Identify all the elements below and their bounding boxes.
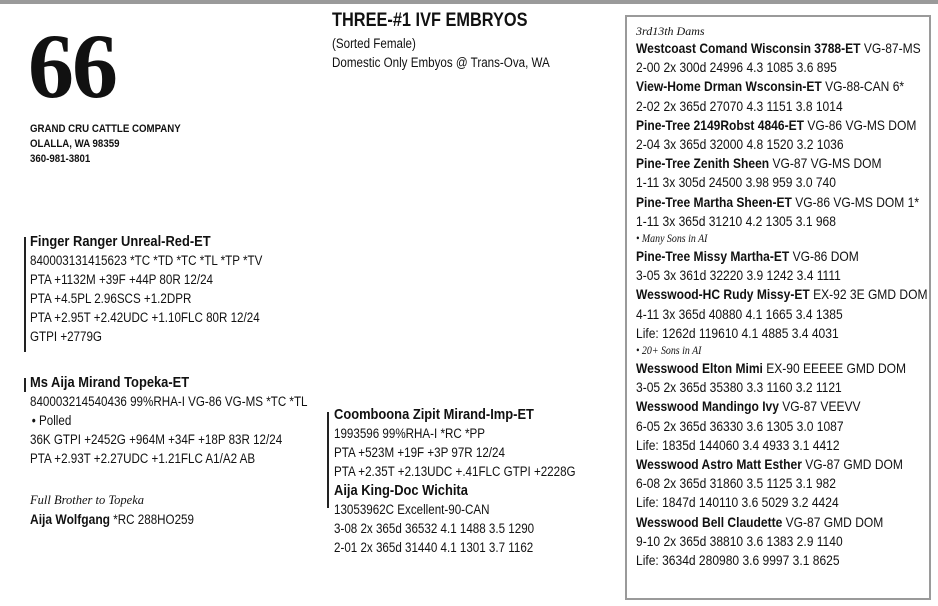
dam-entry-name [636,193,927,212]
mgs-block [334,405,615,557]
dam-note: • 20+ Sons in AI [636,345,702,358]
consignor-phone: 360-981-3801 [30,153,91,165]
offering-location: Domestic Only Embyos @ Trans-Ova, WA [332,55,550,70]
brother-block [30,492,221,529]
dam-entry-name [636,116,927,135]
sire-line: PTA +2.95T +2.42UDC +1.10FLC 80R 12/24 [30,310,260,325]
mgs-line: 1993596 99%RHA-I *RC *PP [334,426,486,441]
dam-name: Wesswood Mandingo Ivy [636,398,779,415]
dam-name: Ms Aija Mirand Topeka-ET [30,374,190,391]
dam-classification: VG-87 GMD DOM [782,513,884,530]
dam-record: 2-04 3x 365d 32000 4.8 1520 3.2 1036 [636,136,844,153]
dam-record: 6-08 2x 365d 31860 3.5 1125 3.1 982 [636,475,836,492]
consignor-city: OLALLA, WA 98359 [30,138,120,150]
dam-entry-name [636,247,927,266]
dam-classification: VG-86 DOM [789,248,859,265]
mgs-line: PTA +523M +19F +3P 97R 12/24 [334,445,505,460]
dam-record: 3-05 3x 361d 32220 3.9 1242 3.4 1111 [636,267,841,284]
dam-classification: EX-90 EEEEE GMD DOM [762,360,907,377]
dam-record: Life: 1835d 144060 3.4 4933 3.1 4412 [636,436,840,453]
dam-record: 1-11 3x 305d 24500 3.98 959 3.0 740 [636,174,836,191]
mgd-line: 13053962C Excellent-90-CAN [334,502,490,517]
mgs-line: PTA +2.35T +2.13UDC +.41FLC GTPI +2228G [334,464,576,479]
dam-entry-name [636,397,927,416]
dam-record: 1-11 3x 365d 31210 4.2 1305 3.1 968 [636,212,836,229]
dam-record: 2-02 2x 365d 27070 4.3 1151 3.8 1014 [636,97,843,114]
sire-line: GTPI +2779G [30,329,102,344]
dam-classification: VG-87 VG-MS DOM [769,155,882,172]
dam-note: • Many Sons in AI [636,233,708,246]
dam-line: 36K GTPI +2452G +964M +34F +18P 83R 12/24 [30,432,283,447]
dam-name: Wesswood Elton Mimi [636,360,763,377]
dam-entry-name [636,285,927,304]
dam-entry-name [636,77,927,96]
dam-classification: VG-86 VG-MS DOM 1* [791,193,920,210]
mgs-name: Coomboona Zipit Mirand-Imp-ET [334,406,534,423]
dam-name: Pine-Tree 2149Robst 4846-ET [636,116,804,133]
dams-list [636,39,927,570]
dam-classification: VG-87-MS [860,40,921,56]
dam-record: 2-00 2x 300d 24996 4.3 1085 3.6 895 [636,59,837,76]
consignor-name: GRAND CRU CATTLE COMPANY [30,123,181,135]
sire-bracket [24,237,26,352]
sire-line: PTA +4.5PL 2.96SCS +1.2DPR [30,291,192,306]
dam-entry-name [636,455,927,474]
dam-name: View-Home Drman Wsconsin-ET [636,78,822,95]
dams-header: 3rd13th Dams [636,24,705,38]
dam-record: 9-10 2x 365d 38810 3.6 1383 2.9 1140 [636,532,843,549]
brother-note: Full Brother to Topeka [30,493,145,507]
sire-line: 840003131415623 *TC *TD *TC *TL *TP *TV [30,253,263,268]
mgd-name: Aija King-Doc Wichita [334,482,468,499]
top-rule [0,0,938,4]
dam-classification: VG-87 GMD DOM [801,456,903,473]
dam-record: 4-11 3x 365d 40880 4.1 1665 3.4 1385 [636,305,843,322]
offering-title: THREE-#1 IVF EMBRYOS [332,10,528,31]
dam-classification: VG-87 VEEVV [778,398,861,415]
dam-entry-name [636,154,927,173]
lot-number: 66 [28,15,116,117]
consignor-info [30,122,181,167]
dam-entry-name [636,39,927,58]
dam-name: Pine-Tree Zenith Sheen [636,155,770,172]
dam-record: Life: 1847d 140110 3.6 5029 3.2 4424 [636,494,839,511]
dam-classification: VG-86 VG-MS DOM [803,116,917,133]
brother-name: Aija Wolfgang [30,511,111,527]
sire-line: PTA +1132M +39F +44P 80R 12/24 [30,272,213,287]
dam-block [30,373,353,468]
brother-detail: *RC 288HO259 [110,512,194,527]
dam-name: Westcoast Comand Wisconsin 3788-ET [636,40,861,56]
dam-name: Pine-Tree Missy Martha-ET [636,248,790,265]
offering-header [332,10,585,72]
dam-name: Wesswood-HC Rudy Missy-ET [636,286,810,303]
dam-record: 3-05 2x 365d 35380 3.3 1160 3.2 1121 [636,379,842,396]
dam-classification: VG-88-CAN 6* [821,78,905,95]
dam-classification: EX-92 3E GMD DOM [809,286,928,303]
dam-bracket [24,378,26,392]
dam-record: Life: 1262d 119610 4.1 4885 3.4 4031 [636,324,839,341]
mgd-line: 2-01 2x 365d 31440 4.1 1301 3.7 1162 [334,540,534,555]
dam-record: 6-05 2x 365d 36330 3.6 1305 3.0 1087 [636,417,844,434]
dam-entry-name [636,359,927,378]
dam-line: PTA +2.93T +2.27UDC +1.21FLC A1/A2 AB [30,451,256,466]
dam-name: Wesswood Astro Matt Esther [636,456,802,473]
dam-name: Wesswood Bell Claudette [636,513,783,530]
dam-line: • Polled [31,413,72,428]
dam-record: Life: 3634d 280980 3.6 9997 3.1 8625 [636,552,840,569]
mgd-line: 3-08 2x 365d 36532 4.1 1488 3.5 1290 [334,521,535,536]
sire-block [30,232,300,346]
dams-panel [625,15,931,600]
dam-line: 840003214540436 99%RHA-I VG-86 VG-MS *TC *TL [30,394,308,409]
sire-name: Finger Ranger Unreal-Red-ET [30,233,211,250]
dam-name: Pine-Tree Martha Sheen-ET [636,193,792,210]
dam-entry-name [636,513,927,532]
offering-subtitle: (Sorted Female) [332,36,416,51]
